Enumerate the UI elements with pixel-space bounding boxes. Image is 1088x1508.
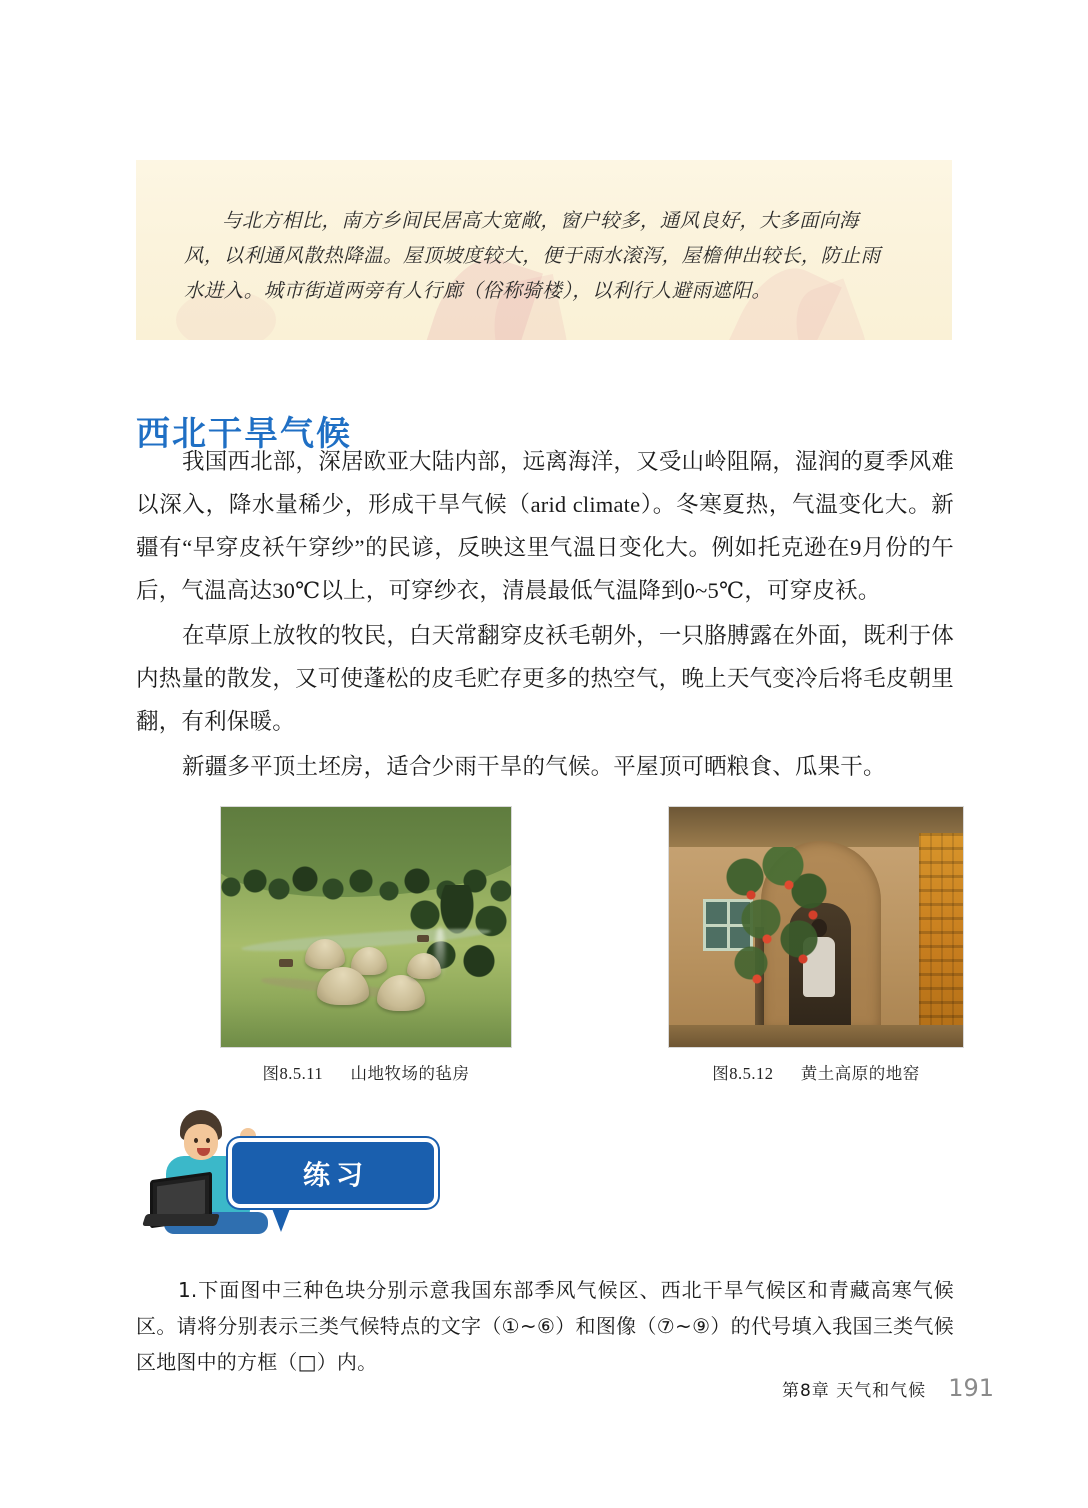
- highlight-note-box: [136, 160, 952, 340]
- figure-loess-cave: [668, 806, 964, 1084]
- body-paragraph: 我国西北部，深居欧亚大陆内部，远离海洋，又受山岭阻隔，湿润的夏季风难以深入，降水量稀少，形成干旱气候（arid climate）。冬寒夏热，气温变化大。新疆有“早穿皮袄午穿纱”的民谚，反映这里气温日变化大。例如托克逊在9月份的午后，气温高达30℃以上，可穿纱衣，清晨最低气温降到0~5℃，可穿皮袄。: [136, 449, 954, 603]
- body-paragraph: 新疆多平顶土坯房，适合少雨干旱的气候。平屋顶可晒粮食、瓜果干。: [182, 754, 886, 779]
- figure-caption-text: 山地牧场的毡房: [350, 1064, 470, 1083]
- photo-mountain-pasture-yurts: [220, 806, 512, 1048]
- laptop-base-icon: [142, 1214, 220, 1226]
- figure-caption-text: 黄土高原的地窑: [800, 1064, 920, 1083]
- exercise-text-block: [136, 1272, 954, 1380]
- figure-caption: [220, 1060, 512, 1084]
- body-paragraph: 在草原上放牧的牧民，白天常翻穿皮袄毛朝外，一只胳膊露在外面，既利于体内热量的散发，又可使蓬松的皮毛贮存更多的热空气，晚上天气变冷后将毛皮朝里翻，有利保暖。: [136, 623, 954, 734]
- footer-chapter-title: 第8章 天气和气候: [781, 1381, 927, 1401]
- horse-icon: [279, 959, 293, 967]
- photo-loess-plateau-cave-dwelling: [668, 806, 964, 1048]
- boy-eye-icon: [194, 1138, 198, 1143]
- note-text: 与北方相比，南方乡间民居高大宽敞，窗户较多，通风良好，大多面向海风，以利通风散热降温。屋顶坡度较大，便于雨水滚泻，屋檐伸出较长，防止雨水进入。城市街道两旁有人行廊（俗称骑楼），以利行人避雨遮阳。: [184, 211, 881, 302]
- exercise-item: 1.下面图中三种色块分别示意我国东部季风气候区、西北干旱气候区和青藏高寒气候区。请将分别表示三类气候特点的文字（①~⑥）和图像（⑦~⑨）的代号填入我国三类气候区地图中的方框（□）内。: [136, 1278, 954, 1374]
- horse-icon: [417, 935, 429, 942]
- page-number: 191: [948, 1374, 994, 1402]
- flower-cluster-icon: [723, 859, 833, 999]
- figure-number: 图8.5.11: [262, 1064, 324, 1083]
- exercise-badge-label: 练习: [303, 1160, 369, 1192]
- hanging-corn-icon: [919, 833, 963, 1047]
- body-text-column: [136, 440, 954, 790]
- smoke-shape: [435, 927, 445, 981]
- exercise-badge: [232, 1142, 434, 1204]
- figure-row: [136, 790, 954, 1083]
- section-title: 西北干旱气候: [136, 414, 352, 455]
- exercise-banner: [136, 1108, 536, 1258]
- ground-strip: [669, 1025, 963, 1047]
- page-footer: [782, 1374, 994, 1402]
- figure-yurt-pasture: [220, 806, 512, 1084]
- figure-number: 图8.5.12: [712, 1064, 774, 1083]
- figure-caption: [668, 1060, 964, 1084]
- boy-eye-icon: [206, 1138, 210, 1143]
